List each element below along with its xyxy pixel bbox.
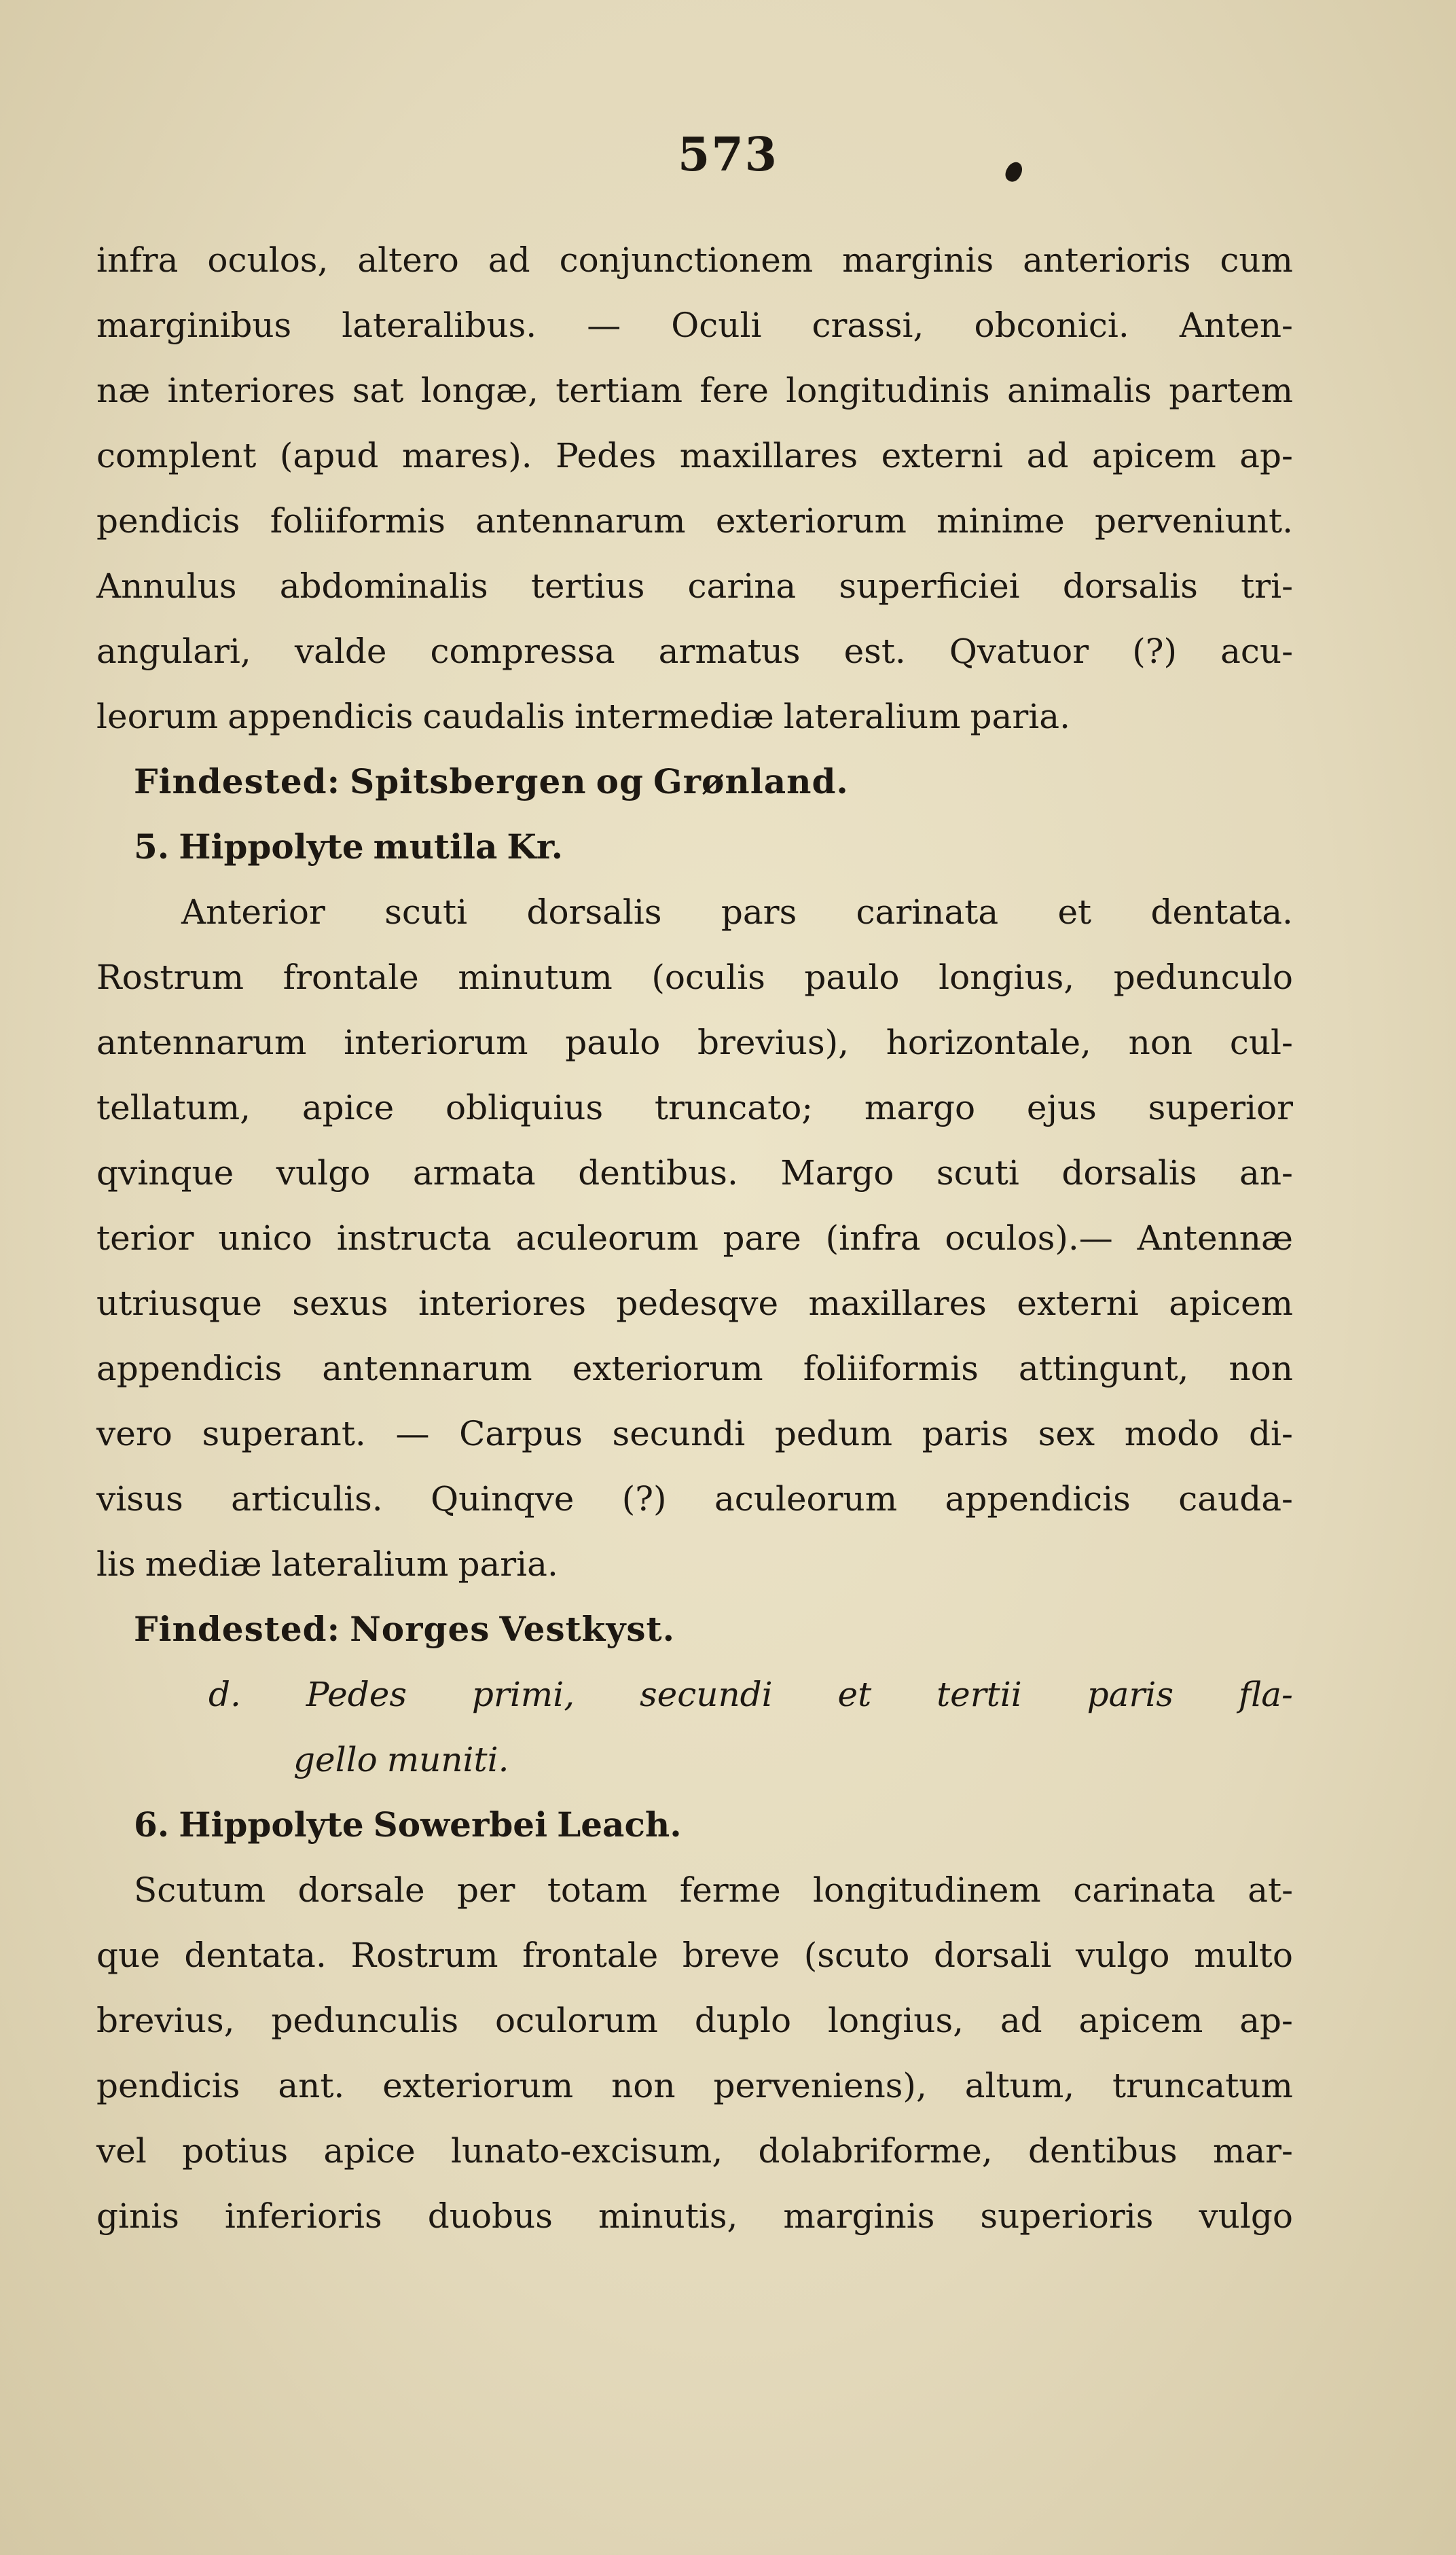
word: dentibus <box>1027 2131 1178 2171</box>
word: pare <box>723 1218 801 1258</box>
word: superant. <box>202 1414 366 1453</box>
word: paria. <box>458 1544 558 1584</box>
word: partem <box>1169 371 1293 410</box>
word: (?) <box>1132 632 1178 671</box>
word: terior <box>96 1218 194 1258</box>
word: interiorum <box>344 1023 528 1062</box>
word: paria. <box>970 697 1070 736</box>
word: duplo <box>694 2001 792 2040</box>
word: pendicis <box>96 2066 240 2105</box>
word: tri- <box>1241 566 1293 606</box>
word: appendicis <box>945 1479 1131 1519</box>
word: an- <box>1239 1153 1293 1193</box>
word: lateralium <box>271 1544 449 1584</box>
text-line <box>96 1401 1293 1466</box>
word: Findested: <box>134 761 341 801</box>
word: lis <box>96 1544 136 1584</box>
word: lateralium <box>783 697 961 736</box>
word: dentata. <box>184 1936 327 1975</box>
word: externi <box>881 436 1004 475</box>
word: breve <box>682 1936 780 1975</box>
word: carina <box>687 566 797 606</box>
word: utriusque <box>96 1284 262 1323</box>
word: valde <box>294 632 387 671</box>
word: dentibus. <box>578 1153 738 1193</box>
word: brevius, <box>96 2001 235 2040</box>
text-line <box>96 2053 1293 2118</box>
word: mar- <box>1212 2131 1293 2171</box>
word: secundi <box>639 1675 773 1714</box>
word: instructa <box>336 1218 492 1258</box>
text-line <box>96 1532 1293 1597</box>
word: ad <box>488 240 530 280</box>
word: (infra <box>825 1218 921 1258</box>
word: vulgo <box>1075 1936 1170 1975</box>
word: interiores <box>418 1284 586 1323</box>
word: muniti. <box>386 1740 509 1779</box>
word: oculorum <box>495 2001 658 2040</box>
word: primi, <box>471 1675 575 1714</box>
word: longitudinis <box>786 371 990 410</box>
word: compressa <box>430 632 615 671</box>
word: anterioris <box>1023 240 1191 280</box>
word: que <box>96 1936 160 1975</box>
word: dentata. <box>1150 892 1293 932</box>
species-heading <box>96 1792 1293 1858</box>
section-heading-cont <box>96 1727 1293 1792</box>
word: foliiformis <box>270 501 445 541</box>
text-line <box>96 228 1293 293</box>
text-line <box>96 945 1293 1010</box>
word: qvinque <box>96 1153 234 1193</box>
word: Rostrum <box>350 1936 498 1975</box>
word: (apud <box>279 436 379 475</box>
word: pedesqve <box>616 1284 779 1323</box>
word: Sowerbei <box>373 1805 548 1845</box>
word: longius, <box>827 2001 964 2040</box>
word: dorsalis <box>1061 1153 1197 1193</box>
word: marginibus <box>96 306 292 345</box>
word: oculos).— <box>945 1218 1113 1258</box>
text-line <box>96 1271 1293 1336</box>
word: antennarum <box>96 1023 307 1062</box>
word: acu- <box>1220 632 1293 671</box>
text-line <box>96 1336 1293 1401</box>
word: — <box>587 306 621 345</box>
word: lateralibus. <box>342 306 537 345</box>
word: obliquius <box>445 1088 604 1127</box>
word: Norges <box>350 1609 490 1649</box>
word: vulgo <box>276 1153 371 1193</box>
word: Vestkyst. <box>499 1609 676 1649</box>
word: angulari, <box>96 632 251 671</box>
word: apicem <box>1169 1284 1293 1323</box>
word: sat <box>352 371 404 410</box>
word: ejus <box>1026 1088 1097 1127</box>
word: scuti <box>384 892 468 932</box>
word: obconici. <box>974 306 1129 345</box>
word: tertii <box>936 1675 1022 1714</box>
word: Quinqve <box>431 1479 575 1519</box>
word: Oculi <box>671 306 762 345</box>
word: vulgo <box>1199 2196 1293 2236</box>
word: aculeorum <box>515 1218 699 1258</box>
word: maxillares <box>679 436 858 475</box>
text-line <box>96 2118 1293 2183</box>
word: (oculis <box>651 958 765 997</box>
word: pars <box>721 892 797 932</box>
text-line <box>96 1140 1293 1206</box>
text-line <box>96 554 1293 619</box>
word: cauda- <box>1178 1479 1293 1519</box>
word: non <box>611 2066 676 2105</box>
word: pendicis <box>96 501 240 541</box>
word: per <box>456 1870 515 1910</box>
word: cum <box>1220 240 1293 280</box>
word: pedunculis <box>271 2001 459 2040</box>
text-line <box>96 619 1293 684</box>
word: ant. <box>278 2066 345 2105</box>
word: et <box>1057 892 1092 932</box>
word: dorsalis <box>526 892 662 932</box>
text-line <box>96 293 1293 358</box>
word: Rostrum <box>96 958 244 997</box>
word: modo <box>1124 1414 1220 1453</box>
word: Anterior <box>181 892 325 932</box>
word: Anten- <box>1179 306 1293 345</box>
word: Antennæ <box>1137 1218 1293 1258</box>
word: næ <box>96 371 151 410</box>
word: ap- <box>1239 2001 1293 2040</box>
word: mares). <box>401 436 532 475</box>
page-number: 573 <box>678 128 778 182</box>
word: mutila <box>373 827 498 867</box>
word: est. <box>843 632 906 671</box>
word: abdominalis <box>279 566 488 606</box>
word: appendicis <box>228 697 414 736</box>
word: foliiformis <box>803 1349 979 1388</box>
word: armata <box>412 1153 536 1193</box>
word: interiores <box>167 371 335 410</box>
word: apice <box>302 1088 395 1127</box>
word: minime <box>936 501 1065 541</box>
word: attingunt, <box>1018 1349 1189 1388</box>
word: perveniunt. <box>1095 501 1293 541</box>
word: Scutum <box>134 1870 266 1910</box>
word: sexus <box>292 1284 388 1323</box>
word: carinata <box>856 892 999 932</box>
word: 6. <box>134 1805 170 1845</box>
word: fere <box>699 371 769 410</box>
word: dorsalis <box>1062 566 1198 606</box>
word: oculos, <box>207 240 329 280</box>
word: duobus <box>427 2196 553 2236</box>
word: marginis <box>842 240 994 280</box>
word: longitudinem <box>813 1870 1041 1910</box>
word: complent <box>96 436 257 475</box>
text-line <box>96 423 1293 488</box>
word: antennarum <box>475 501 686 541</box>
word: articulis. <box>231 1479 383 1519</box>
body-text <box>96 228 1293 2249</box>
word: Hippolyte <box>179 1805 364 1845</box>
text-line <box>96 1075 1293 1140</box>
word: paris <box>1087 1675 1173 1714</box>
word: di- <box>1249 1414 1293 1453</box>
species-heading <box>96 814 1293 880</box>
word: Margo <box>780 1153 894 1193</box>
word: mediæ <box>145 1544 262 1584</box>
word: Annulus <box>96 566 237 606</box>
text-line <box>96 2183 1293 2249</box>
word: vero <box>96 1414 172 1453</box>
word: tellatum, <box>96 1088 251 1127</box>
word: potius <box>182 2131 289 2171</box>
section-heading <box>96 1662 1293 1727</box>
word: Spitsbergen <box>350 761 587 801</box>
word: minutum <box>458 958 613 997</box>
word: altum, <box>964 2066 1075 2105</box>
word: paulo <box>804 958 900 997</box>
word: ad <box>1026 436 1069 475</box>
word: Pedes <box>556 436 657 475</box>
word: antennarum <box>322 1349 532 1388</box>
word: ferme <box>679 1870 781 1910</box>
word: visus <box>96 1479 183 1519</box>
word: fla- <box>1238 1675 1293 1714</box>
text-line <box>96 1010 1293 1075</box>
word: apice <box>323 2131 416 2171</box>
word: infra <box>96 240 179 280</box>
word: dorsali <box>933 1936 1052 1975</box>
word: Grønland. <box>653 761 849 801</box>
word: Findested: <box>134 1609 341 1649</box>
word: (scuto <box>803 1936 910 1975</box>
word: inferioris <box>224 2196 382 2236</box>
word: horizontale, <box>886 1023 1091 1062</box>
word: dolabriforme, <box>758 2131 993 2171</box>
text-line <box>96 1988 1293 2053</box>
word: exteriorum <box>715 501 907 541</box>
word: apicem <box>1078 2001 1203 2040</box>
word: frontale <box>283 958 419 997</box>
word: 5. <box>134 827 170 867</box>
word: perveniens), <box>713 2066 927 2105</box>
word: at- <box>1248 1870 1293 1910</box>
word: margo <box>864 1088 976 1127</box>
word: altero <box>357 240 459 280</box>
text-line <box>96 358 1293 423</box>
word: aculeorum <box>714 1479 898 1519</box>
word: pedunculo <box>1113 958 1293 997</box>
word: superior <box>1148 1088 1293 1127</box>
word: truncato; <box>654 1088 814 1127</box>
word: et <box>837 1675 872 1714</box>
text-line <box>96 1206 1293 1271</box>
text-line <box>96 684 1293 749</box>
word: Carpus <box>459 1414 583 1453</box>
word: ginis <box>96 2196 179 2236</box>
word: brevius), <box>697 1023 850 1062</box>
word: carinata <box>1073 1870 1216 1910</box>
word: Hippolyte <box>179 827 364 867</box>
word: Leach. <box>557 1805 682 1845</box>
text-line <box>96 1466 1293 1532</box>
word: superficiei <box>839 566 1020 606</box>
word: scuti <box>936 1153 1019 1193</box>
word: dorsale <box>297 1870 425 1910</box>
word: conjunctionem <box>559 240 814 280</box>
word: (?) <box>621 1479 667 1519</box>
text-line <box>96 1923 1293 1988</box>
text-line <box>96 880 1293 945</box>
locality-line <box>96 1597 1293 1662</box>
word: intermediæ <box>574 697 774 736</box>
word: paulo <box>565 1023 661 1062</box>
word: armatus <box>658 632 801 671</box>
word: appendicis <box>96 1349 283 1388</box>
word: maxillares <box>808 1284 987 1323</box>
word: vel <box>96 2131 147 2171</box>
word: paris <box>922 1414 1009 1453</box>
word: tertius <box>530 566 645 606</box>
word: Pedes <box>306 1675 407 1714</box>
word: marginis <box>783 2196 935 2236</box>
word: longæ, <box>420 371 539 410</box>
word: apicem <box>1091 436 1216 475</box>
word: lunato-excisum, <box>451 2131 723 2171</box>
word: non <box>1228 1349 1293 1388</box>
word: frontale <box>522 1936 659 1975</box>
word: ad <box>1000 2001 1042 2040</box>
word: totam <box>547 1870 648 1910</box>
word: multo <box>1194 1936 1293 1975</box>
word: Kr. <box>507 827 564 867</box>
word: tertiam <box>556 371 683 410</box>
word: caudalis <box>422 697 565 736</box>
word: non <box>1128 1023 1193 1062</box>
word: exteriorum <box>382 2066 574 2105</box>
word: unico <box>218 1218 312 1258</box>
word: truncatum <box>1112 2066 1293 2105</box>
word: pedum <box>774 1414 893 1453</box>
word: sex <box>1038 1414 1095 1453</box>
word: cul- <box>1229 1023 1293 1062</box>
text-line <box>96 488 1293 554</box>
word: gello <box>293 1740 378 1779</box>
word: leorum <box>96 697 219 736</box>
word: minutis, <box>598 2196 738 2236</box>
word: superioris <box>980 2196 1154 2236</box>
word: externi <box>1017 1284 1139 1323</box>
word: crassi, <box>812 306 924 345</box>
word: exteriorum <box>572 1349 763 1388</box>
word: d. <box>208 1675 241 1714</box>
word: Qvatuor <box>949 632 1089 671</box>
word: secundi <box>612 1414 746 1453</box>
word: og <box>596 761 644 801</box>
word: longius, <box>939 958 1075 997</box>
word: animalis <box>1007 371 1152 410</box>
word: — <box>395 1414 430 1453</box>
locality-line <box>96 749 1293 814</box>
word: ap- <box>1239 436 1293 475</box>
text-line <box>96 1858 1293 1923</box>
